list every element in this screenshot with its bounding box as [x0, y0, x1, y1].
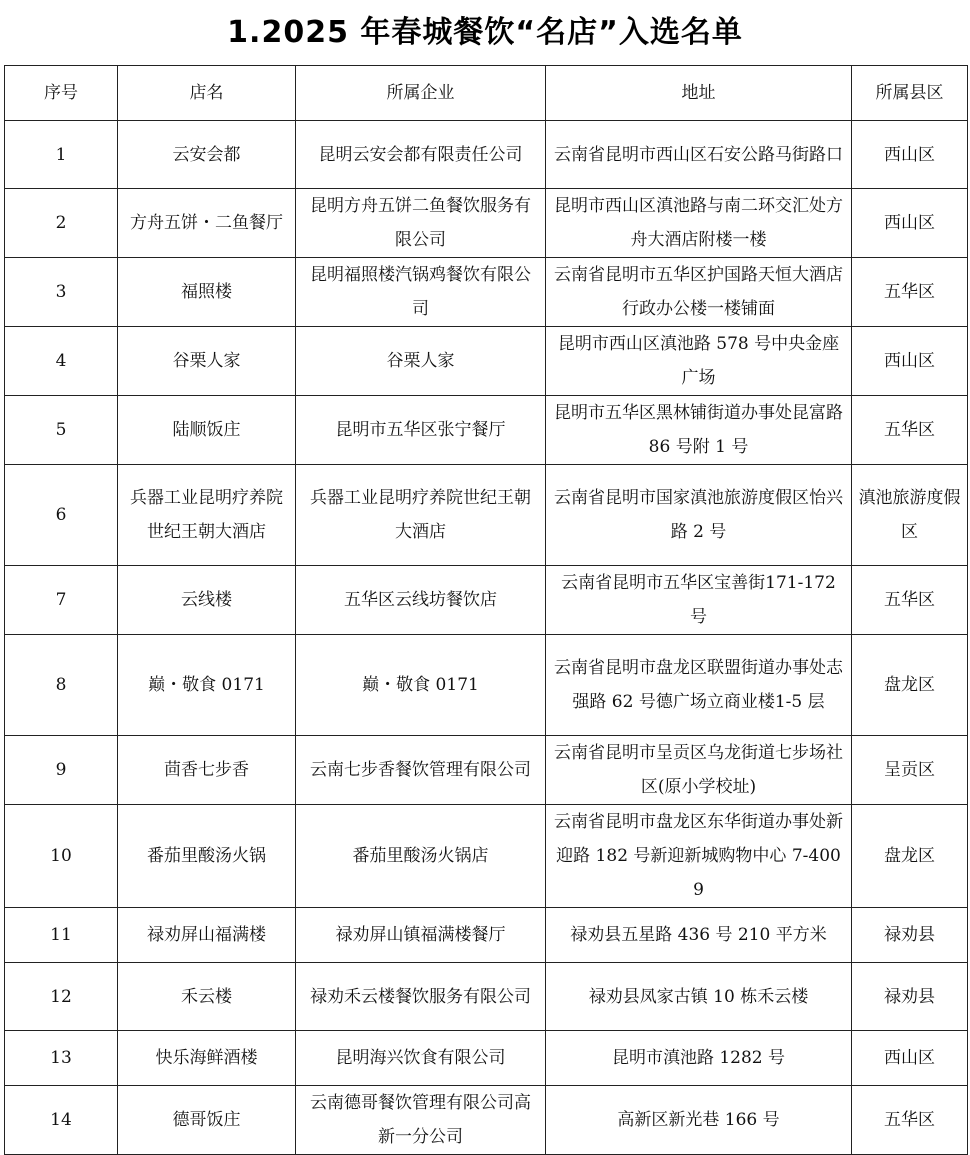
cell-name: 巅・敬食 0171	[118, 635, 296, 736]
cell-index: 1	[5, 121, 118, 189]
cell-county: 西山区	[852, 1031, 968, 1086]
cell-address: 云南省昆明市呈贡区乌龙街道七步场社区(原小学校址)	[546, 736, 852, 805]
table-row	[5, 736, 968, 805]
cell-company: 昆明方舟五饼二鱼餐饮服务有限公司	[296, 189, 546, 258]
cell-address: 昆明市五华区黑林铺街道办事处昆富路 86 号附 1 号	[546, 396, 852, 465]
cell-county: 滇池旅游度假区	[852, 465, 968, 566]
cell-index: 12	[5, 963, 118, 1031]
cell-county: 五华区	[852, 566, 968, 635]
cell-company: 昆明海兴饮食有限公司	[296, 1031, 546, 1086]
cell-company: 昆明福照楼汽锅鸡餐饮有限公司	[296, 258, 546, 327]
cell-address: 高新区新光巷 166 号	[546, 1086, 852, 1155]
cell-address: 昆明市西山区滇池路 578 号中央金座广场	[546, 327, 852, 396]
cell-name: 番茄里酸汤火锅	[118, 805, 296, 908]
cell-name: 禾云楼	[118, 963, 296, 1031]
cell-index: 9	[5, 736, 118, 805]
cell-address: 禄劝县凤家古镇 10 栋禾云楼	[546, 963, 852, 1031]
header-county: 所属县区	[852, 66, 968, 121]
cell-name: 福照楼	[118, 258, 296, 327]
cell-index: 5	[5, 396, 118, 465]
cell-company: 番茄里酸汤火锅店	[296, 805, 546, 908]
cell-county: 五华区	[852, 1086, 968, 1155]
table-row	[5, 963, 968, 1031]
cell-index: 6	[5, 465, 118, 566]
cell-county: 盘龙区	[852, 805, 968, 908]
cell-address: 昆明市滇池路 1282 号	[546, 1031, 852, 1086]
cell-county: 禄劝县	[852, 908, 968, 963]
cell-index: 14	[5, 1086, 118, 1155]
cell-county: 呈贡区	[852, 736, 968, 805]
cell-name: 谷栗人家	[118, 327, 296, 396]
cell-county: 禄劝县	[852, 963, 968, 1031]
table-row	[5, 635, 968, 736]
header-address: 地址	[546, 66, 852, 121]
cell-address: 云南省昆明市西山区石安公路马街路口	[546, 121, 852, 189]
cell-index: 8	[5, 635, 118, 736]
table-row	[5, 465, 968, 566]
table-header-row	[5, 66, 968, 121]
cell-company: 禄劝禾云楼餐饮服务有限公司	[296, 963, 546, 1031]
cell-company: 兵器工业昆明疗养院世纪王朝大酒店	[296, 465, 546, 566]
header-company: 所属企业	[296, 66, 546, 121]
cell-company: 谷栗人家	[296, 327, 546, 396]
header-name: 店名	[118, 66, 296, 121]
cell-company: 巅・敬食 0171	[296, 635, 546, 736]
cell-name: 德哥饭庄	[118, 1086, 296, 1155]
cell-name: 云安会都	[118, 121, 296, 189]
cell-name: 方舟五饼・二鱼餐厅	[118, 189, 296, 258]
cell-county: 西山区	[852, 327, 968, 396]
cell-county: 西山区	[852, 121, 968, 189]
cell-address: 昆明市西山区滇池路与南二环交汇处方舟大酒店附楼一楼	[546, 189, 852, 258]
cell-company: 禄劝屏山镇福满楼餐厅	[296, 908, 546, 963]
cell-name: 云线楼	[118, 566, 296, 635]
cell-name: 禄劝屏山福满楼	[118, 908, 296, 963]
cell-county: 五华区	[852, 258, 968, 327]
cell-company: 昆明云安会都有限责任公司	[296, 121, 546, 189]
cell-index: 13	[5, 1031, 118, 1086]
cell-name: 陆顺饭庄	[118, 396, 296, 465]
cell-county: 盘龙区	[852, 635, 968, 736]
cell-index: 11	[5, 908, 118, 963]
table-row	[5, 805, 968, 908]
cell-index: 2	[5, 189, 118, 258]
cell-name: 兵器工业昆明疗养院世纪王朝大酒店	[118, 465, 296, 566]
cell-county: 西山区	[852, 189, 968, 258]
table-row	[5, 189, 968, 258]
cell-index: 10	[5, 805, 118, 908]
cell-name: 快乐海鲜酒楼	[118, 1031, 296, 1086]
document-title: 1.2025 年春城餐饮“名店”入选名单	[227, 15, 743, 50]
header-index: 序号	[5, 66, 118, 121]
table-row	[5, 327, 968, 396]
table-row	[5, 566, 968, 635]
cell-name: 茴香七步香	[118, 736, 296, 805]
cell-address: 云南省昆明市盘龙区联盟街道办事处志强路 62 号德广场立商业楼1-5 层	[546, 635, 852, 736]
cell-index: 3	[5, 258, 118, 327]
table-row	[5, 1031, 968, 1086]
table-row	[5, 1086, 968, 1155]
cell-address: 云南省昆明市五华区宝善街171-172 号	[546, 566, 852, 635]
cell-address: 云南省昆明市五华区护国路天恒大酒店行政办公楼一楼铺面	[546, 258, 852, 327]
cell-address: 云南省昆明市盘龙区东华街道办事处新迎路 182 号新迎新城购物中心 7-4009	[546, 805, 852, 908]
cell-index: 4	[5, 327, 118, 396]
cell-company: 昆明市五华区张宁餐厅	[296, 396, 546, 465]
table-row	[5, 121, 968, 189]
table-row	[5, 908, 968, 963]
cell-county: 五华区	[852, 396, 968, 465]
table-row	[5, 258, 968, 327]
cell-company: 五华区云线坊餐饮店	[296, 566, 546, 635]
cell-company: 云南七步香餐饮管理有限公司	[296, 736, 546, 805]
table-row	[5, 396, 968, 465]
cell-address: 云南省昆明市国家滇池旅游度假区怡兴路 2 号	[546, 465, 852, 566]
cell-address: 禄劝县五星路 436 号 210 平方米	[546, 908, 852, 963]
cell-index: 7	[5, 566, 118, 635]
cell-company: 云南德哥餐饮管理有限公司高新一分公司	[296, 1086, 546, 1155]
restaurant-list-table	[4, 65, 968, 1155]
